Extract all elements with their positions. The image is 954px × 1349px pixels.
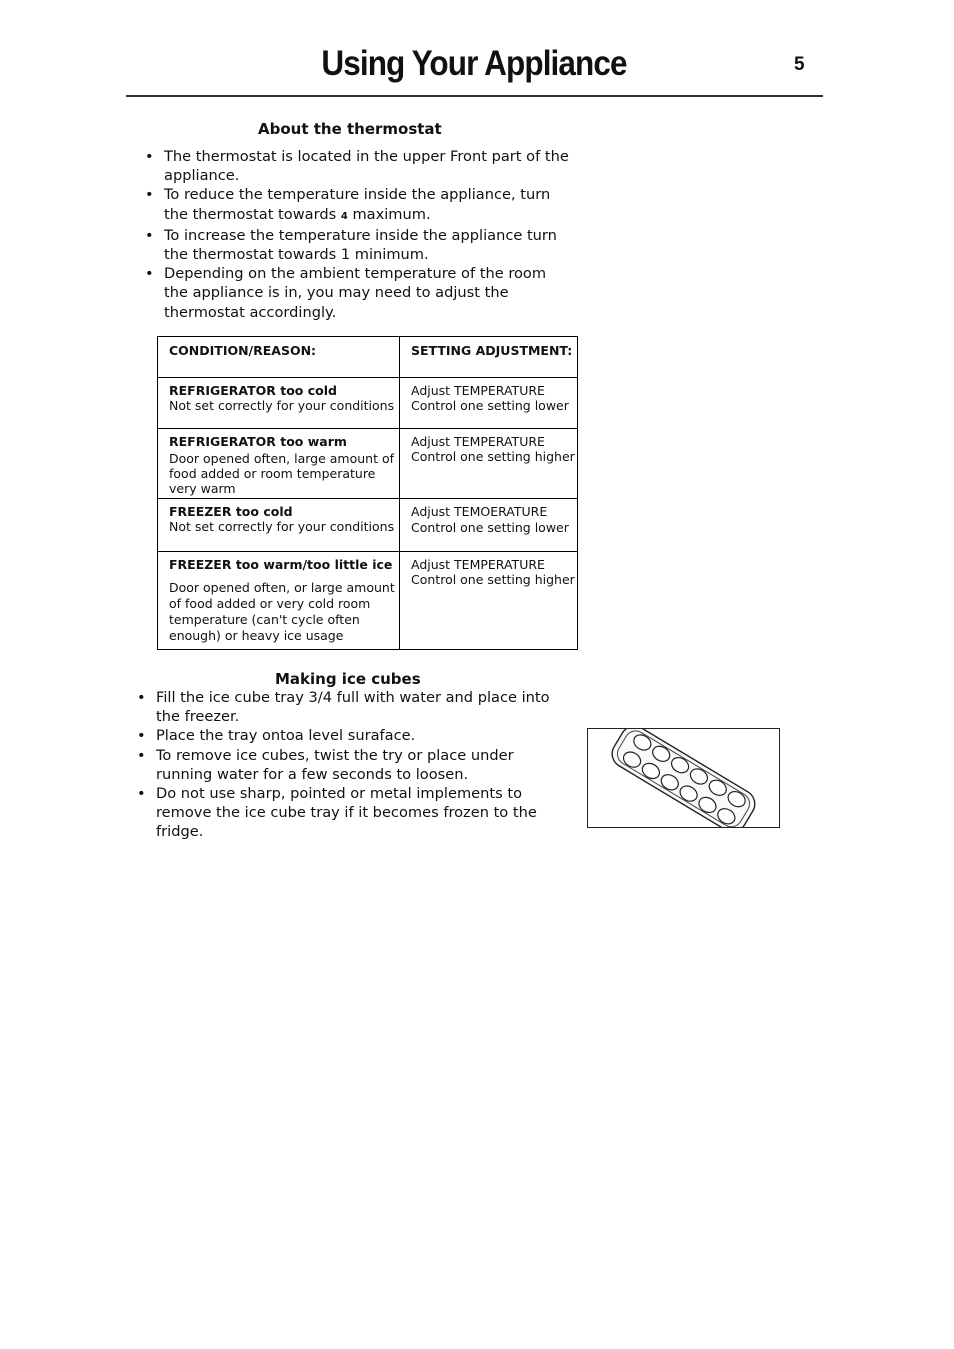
- ice-list: [131, 688, 551, 842]
- list-item: • To remove ice cubes, twist the try or place under running water for a few seconds to loosen.: [131, 746, 551, 784]
- thermostat-heading: About the thermostat: [258, 120, 442, 138]
- condition-label: FREEZER too cold: [169, 504, 293, 519]
- table-row: [158, 378, 578, 429]
- troubleshooting-table: [157, 336, 578, 650]
- adjustment-label: Adjust TEMPERATURE: [411, 557, 545, 572]
- list-item: • Place the tray ontoa level suraface.: [131, 726, 551, 745]
- condition-reason: Not set correctly for your conditions: [169, 398, 395, 413]
- adjustment-detail: Control one setting higher: [411, 449, 575, 464]
- condition-label: REFRIGERATOR too cold: [169, 383, 337, 398]
- list-item: • The thermostat is located in the upper Front part of the appliance.: [139, 147, 569, 185]
- column-header: CONDITION/REASON:: [169, 343, 317, 358]
- adjustment-detail: Control one setting lower: [411, 520, 569, 535]
- adjustment-label: Adjust TEMPERATURE: [411, 383, 545, 398]
- table-row: [158, 499, 578, 552]
- column-header: SETTING ADJUSTMENT:: [411, 343, 573, 358]
- list-item: • Depending on the ambient temperature of the room the appliance is in, you may need to adjust the thermostat accordingly.: [139, 264, 569, 322]
- table-row: [158, 552, 578, 650]
- condition-reason: Door opened often, large amount of food added or room temperature very warm: [169, 451, 395, 496]
- adjustment-detail: Control one setting higher: [411, 572, 575, 587]
- adjustment-label: Adjust TEMPERATURE: [411, 434, 545, 449]
- thermostat-list: [139, 147, 569, 322]
- list-item: • To reduce the temperature inside the appliance, turn the thermostat towards 4 maximum.: [139, 185, 569, 225]
- header-rule: [126, 95, 823, 97]
- adjustment-detail: Control one setting lower: [411, 398, 569, 413]
- condition-label: REFRIGERATOR too warm: [169, 434, 347, 449]
- page-number: 5: [794, 54, 805, 75]
- page-title: Using Your Appliance: [321, 44, 627, 83]
- list-item: • To increase the temperature inside the appliance turn the thermostat towards 1 minimum.: [139, 226, 569, 264]
- ice-cube-tray-icon: [587, 728, 780, 828]
- ice-heading: Making ice cubes: [275, 670, 421, 688]
- condition-reason: Not set correctly for your conditions: [169, 519, 395, 534]
- condition-reason: Door opened often, or large amount of food added or very cold room temperature (can't cycle often enough) or heavy ice usage: [169, 580, 395, 643]
- condition-label: FREEZER too warm/too little ice: [169, 557, 393, 572]
- max-mark: 4: [340, 210, 348, 222]
- adjustment-label: Adjust TEMOERATURE: [411, 504, 548, 519]
- list-item: • Fill the ice cube tray 3/4 full with water and place into the freezer.: [131, 688, 551, 726]
- list-item: • Do not use sharp, pointed or metal implements to remove the ice cube tray if it becomes frozen to the fridge.: [131, 784, 551, 842]
- table-header-row: [158, 337, 578, 378]
- table-row: [158, 429, 578, 499]
